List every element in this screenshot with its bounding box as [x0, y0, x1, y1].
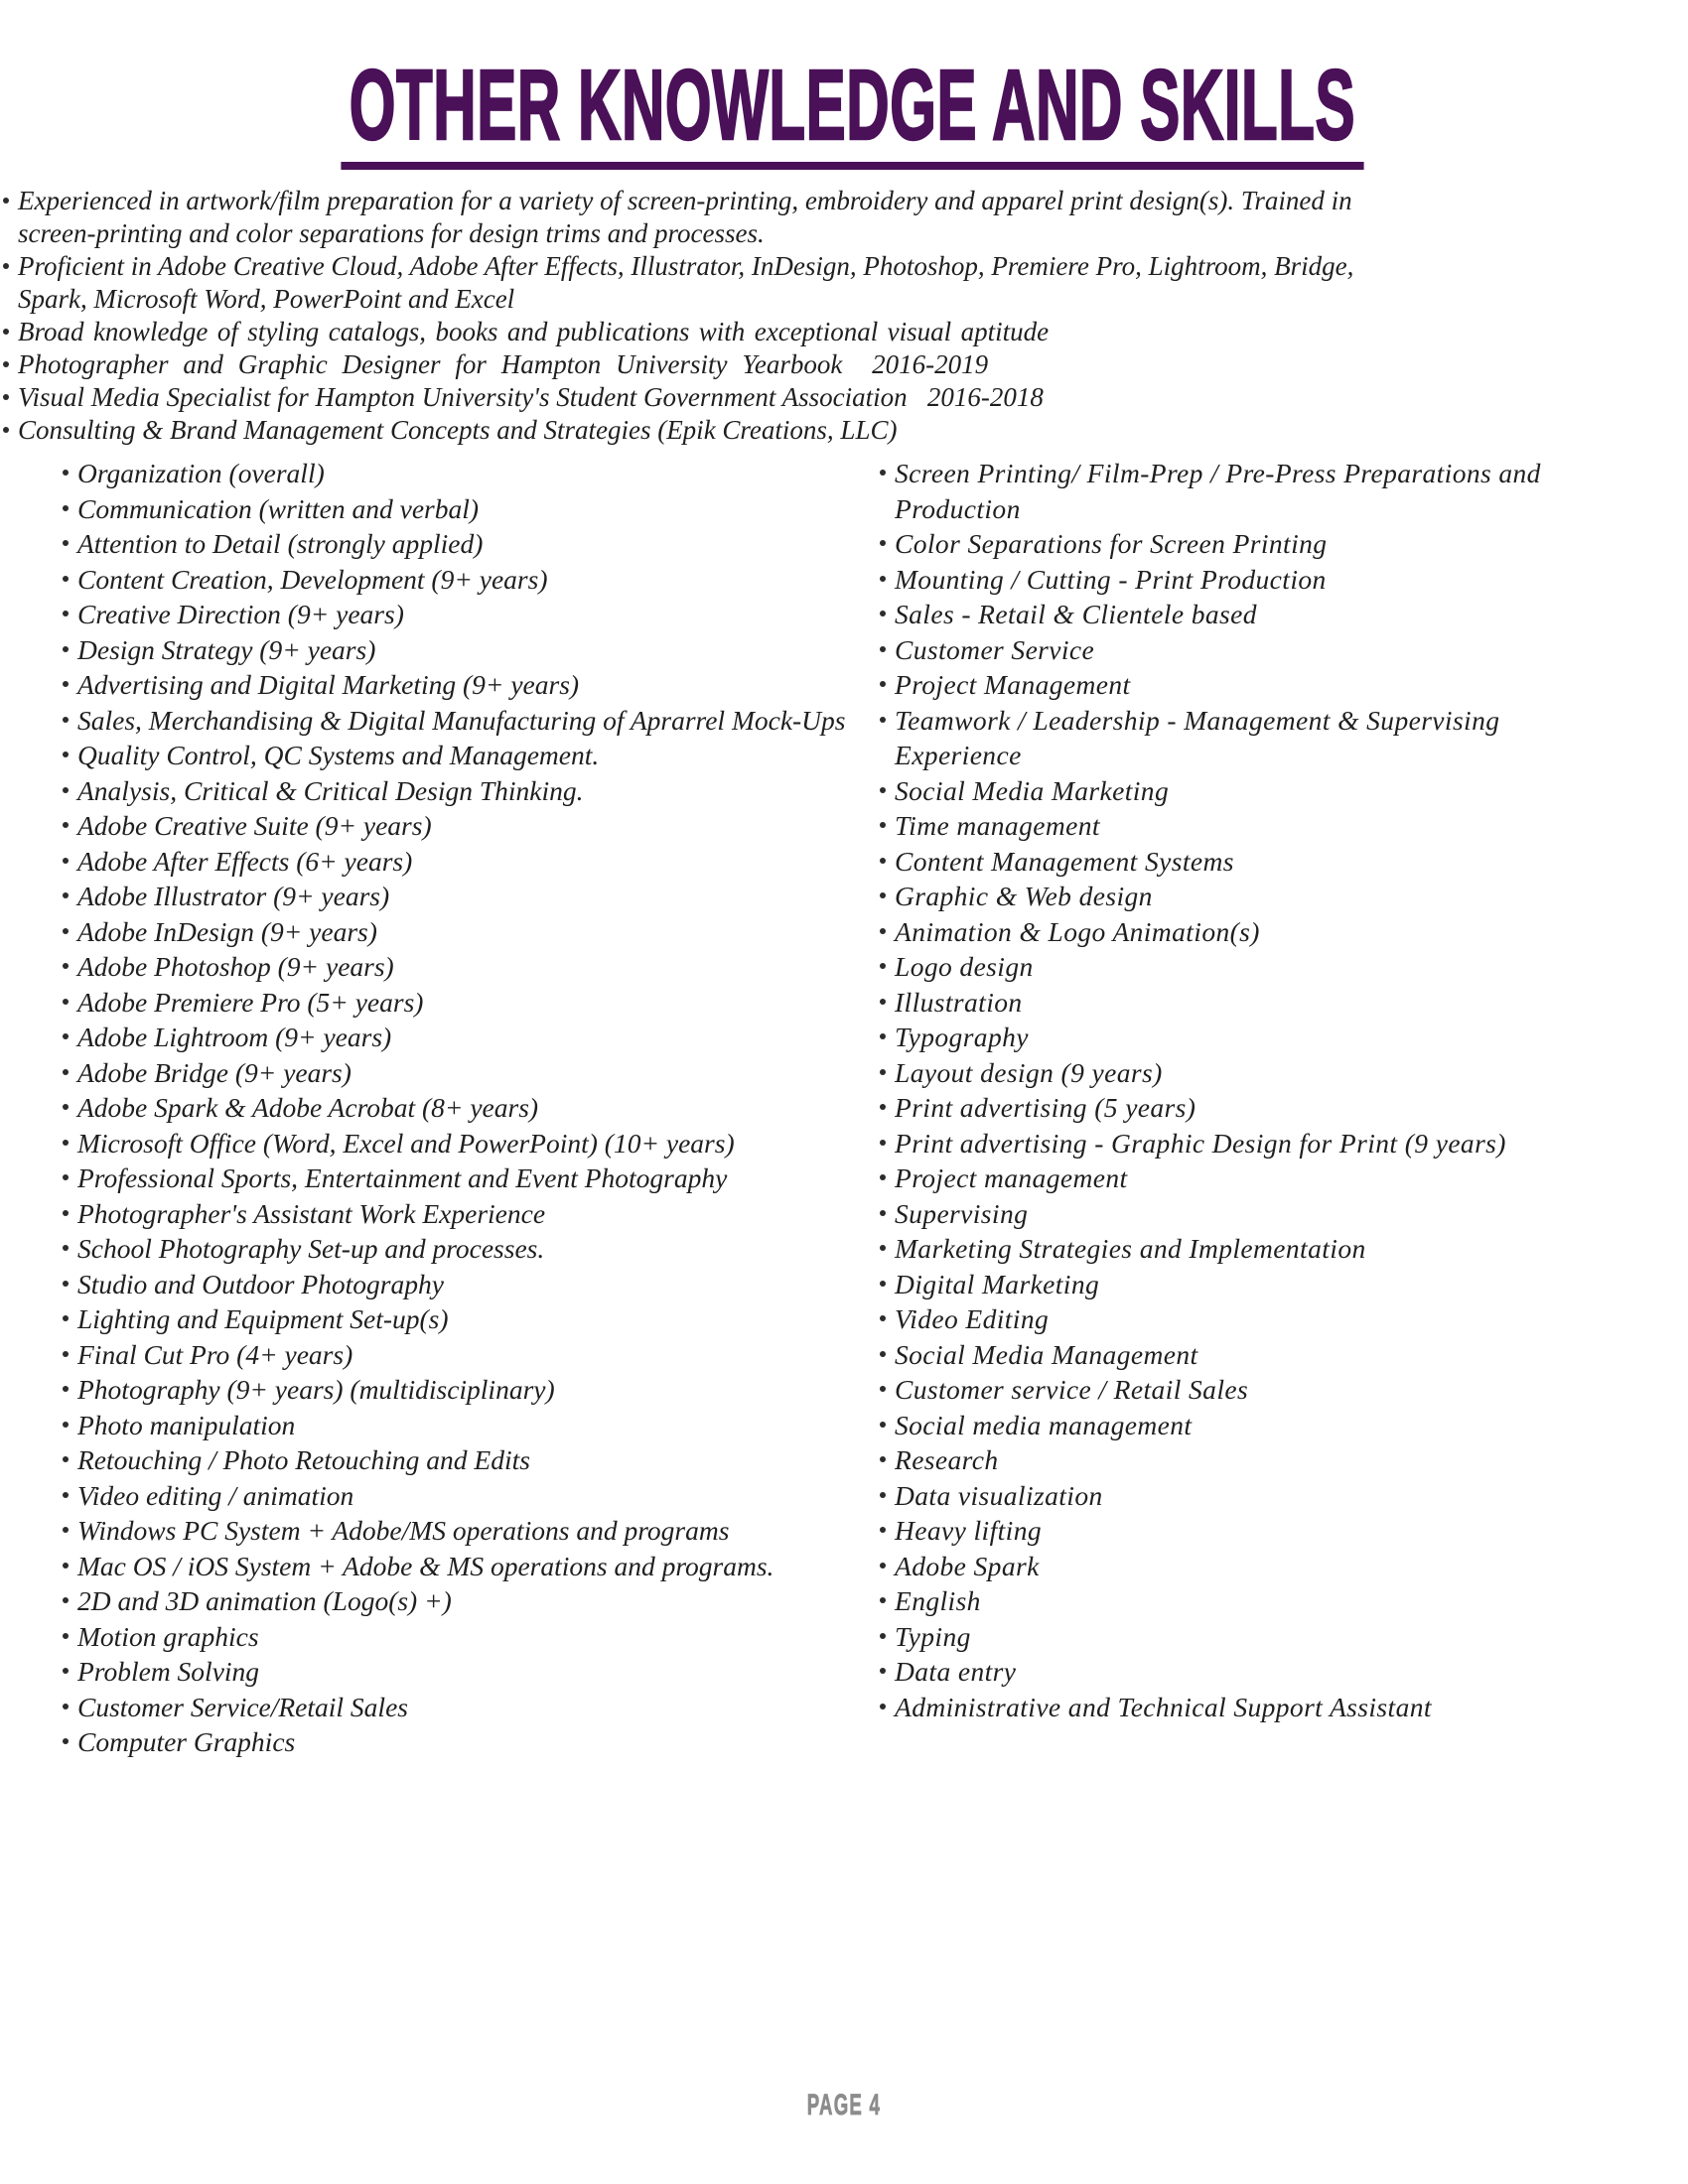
bullet-icon: [880, 1033, 886, 1039]
list-item-text: Problem Solving: [77, 1656, 260, 1687]
list-item: [877, 703, 1562, 773]
list-item-text: Retouching / Photo Retouching and Edits: [77, 1444, 530, 1475]
list-item-text: Color Separations for Screen Printing: [895, 528, 1328, 559]
list-item: [60, 773, 877, 809]
bullet-icon: [880, 1174, 886, 1180]
bullet-icon: [880, 681, 886, 687]
list-item-text: Teamwork / Leadership - Management & Supervising Experience: [895, 704, 1500, 770]
list-item: [877, 1442, 1562, 1478]
list-item: [60, 1337, 877, 1373]
list-item-text: Project Management: [895, 669, 1131, 700]
bullet-icon: [880, 1563, 886, 1569]
list-item: [877, 1020, 1562, 1055]
bullet-icon: [880, 540, 886, 546]
list-item-text: Mac OS / iOS System + Adobe & MS operations and programs.: [77, 1550, 774, 1581]
list-item: [877, 1160, 1562, 1196]
list-item-text: Visual Media Specialist for Hampton University's Student Government Association 2016-2018: [18, 382, 1044, 412]
list-item-text: Windows PC System + Adobe/MS operations and programs: [77, 1515, 730, 1546]
list-item-text: Print advertising (5 years): [895, 1092, 1196, 1123]
page-footer: [0, 2091, 1688, 2120]
list-item-text: Advertising and Digital Marketing (9+ years): [77, 669, 580, 700]
bullet-icon: [880, 1140, 886, 1146]
bullet-icon: [880, 646, 886, 652]
page-title: OTHER KNOWLEDGE AND SKILLS: [341, 56, 1363, 170]
bullet-icon: [880, 892, 886, 898]
bullet-icon: [880, 1315, 886, 1321]
intro-list: [0, 185, 1398, 447]
list-item-text: Video editing / animation: [77, 1479, 354, 1511]
title-section: [0, 0, 1688, 185]
bullet-icon: [880, 1281, 886, 1287]
list-item-text: Adobe Premiere Pro (5+ years): [77, 986, 424, 1018]
list-item: [0, 348, 1398, 381]
list-item-text: Design Strategy (9+ years): [77, 633, 376, 665]
list-item: [0, 381, 1398, 414]
list-item: [0, 316, 1398, 348]
bullet-icon: [63, 1104, 69, 1110]
list-item: [60, 844, 877, 880]
bullet-icon: [3, 394, 9, 400]
list-item: [877, 1267, 1562, 1302]
list-item: [60, 667, 877, 703]
skills-right-column: [877, 456, 1562, 1760]
list-item-text: Adobe Lightroom (9+ years): [77, 1022, 392, 1052]
list-item: [877, 1654, 1562, 1690]
bullet-icon: [880, 1351, 886, 1357]
bullet-icon: [63, 1422, 69, 1428]
list-item: [877, 949, 1562, 985]
bullet-icon: [880, 1210, 886, 1216]
list-item: [60, 1619, 877, 1655]
bullet-icon: [3, 361, 9, 367]
list-item-text: Photographer and Graphic Designer for Hampton University Yearbook 2016-2019: [18, 349, 989, 379]
list-item: [877, 1055, 1562, 1091]
list-item-text: Graphic & Web design: [895, 881, 1153, 911]
list-item-text: Illustration: [895, 986, 1023, 1018]
bullet-icon: [880, 928, 886, 934]
list-item-text: Print advertising - Graphic Design for Print (9 years): [895, 1127, 1506, 1159]
bullet-icon: [63, 1351, 69, 1357]
list-item-text: Customer Service/Retail Sales: [77, 1691, 408, 1722]
list-item: [877, 1619, 1562, 1655]
list-item-text: Attention to Detail (strongly applied): [77, 528, 484, 559]
bullet-icon: [63, 1704, 69, 1709]
bullet-icon: [63, 1174, 69, 1180]
bullet-icon: [880, 1422, 886, 1428]
bullet-icon: [63, 505, 69, 511]
list-item: [60, 1196, 877, 1232]
list-item: [60, 526, 877, 562]
list-item-text: Customer service / Retail Sales: [895, 1374, 1249, 1405]
list-item: [60, 879, 877, 914]
list-item: [60, 1408, 877, 1443]
list-item-text: Proficient in Adobe Creative Cloud, Adobe After Effects, Illustrator, InDesign, Photoshop, Premiere Pro, Lightroom, Bridge, Spark, Microsoft Word, PowerPoint and Excel: [18, 251, 1361, 314]
list-item: [877, 1372, 1562, 1408]
list-item-text: Project management: [895, 1162, 1128, 1193]
bullet-icon: [63, 1456, 69, 1462]
list-item-text: Adobe Spark & Adobe Acrobat (8+ years): [77, 1092, 539, 1123]
bullet-icon: [63, 1668, 69, 1674]
list-item-text: Lighting and Equipment Set-up(s): [77, 1303, 449, 1334]
bullet-icon: [880, 1245, 886, 1251]
list-item-text: Quality Control, QC Systems and Management.: [77, 740, 600, 770]
list-item: [877, 1090, 1562, 1126]
list-item-text: School Photography Set-up and processes.: [77, 1233, 545, 1264]
list-item-text: Screen Printing/ Film-Prep / Pre-Press Preparations and Production: [895, 458, 1541, 524]
list-item-text: Marketing Strategies and Implementation: [895, 1233, 1366, 1264]
page-number: PAGE 4: [806, 2089, 882, 2121]
list-item: [60, 1549, 877, 1584]
bullet-icon: [63, 928, 69, 934]
bullet-icon: [880, 1668, 886, 1674]
bullet-icon: [63, 1315, 69, 1321]
bullet-icon: [63, 858, 69, 864]
list-item-text: Adobe Spark: [895, 1550, 1040, 1581]
list-item: [877, 1337, 1562, 1373]
list-item-text: Video Editing: [895, 1303, 1050, 1334]
list-item: [60, 985, 877, 1021]
list-item-text: Creative Direction (9+ years): [77, 599, 404, 629]
list-item: [60, 1055, 877, 1091]
list-item-text: Sales - Retail & Clientele based: [895, 599, 1257, 629]
bullet-icon: [3, 329, 9, 335]
list-item: [60, 703, 877, 739]
list-item: [877, 879, 1562, 914]
list-item: [877, 667, 1562, 703]
bullet-icon: [880, 787, 886, 793]
bullet-icon: [63, 540, 69, 546]
list-item-text: Final Cut Pro (4+ years): [77, 1338, 353, 1370]
bullet-icon: [63, 1386, 69, 1392]
bullet-icon: [63, 787, 69, 793]
bullet-icon: [880, 1597, 886, 1603]
list-item-text: Sales, Merchandising & Digital Manufacturing of Aprarrel Mock-Ups: [77, 704, 846, 736]
bullet-icon: [63, 1281, 69, 1287]
list-item: [877, 1196, 1562, 1232]
list-item-text: Digital Marketing: [895, 1268, 1100, 1299]
list-item: [877, 1408, 1562, 1443]
list-item-text: Social media management: [895, 1409, 1193, 1440]
list-item: [877, 1549, 1562, 1584]
bullet-icon: [63, 1492, 69, 1498]
list-item-text: Adobe Creative Suite (9+ years): [77, 810, 432, 841]
list-item-text: Typography: [895, 1022, 1029, 1052]
list-item: [60, 808, 877, 844]
list-item-text: Social Media Management: [895, 1338, 1198, 1370]
bullet-icon: [63, 1597, 69, 1603]
list-item: [60, 949, 877, 985]
bullet-icon: [63, 1738, 69, 1744]
list-item-text: Content Management Systems: [895, 845, 1234, 877]
bullet-icon: [63, 576, 69, 582]
list-item-text: Analysis, Critical & Critical Design Thinking.: [77, 774, 584, 806]
list-item: [60, 1690, 877, 1725]
list-item-text: Consulting & Brand Management Concepts and Strategies (Epik Creations, LLC): [18, 415, 898, 445]
list-item-text: Photography (9+ years) (multidisciplinary): [77, 1374, 555, 1405]
list-item: [877, 985, 1562, 1021]
bullet-icon: [63, 1527, 69, 1533]
list-item-text: Organization (overall): [77, 458, 325, 488]
list-item-text: Communication (written and verbal): [77, 492, 480, 524]
list-item: [60, 1654, 877, 1690]
list-item-text: Professional Sports, Entertainment and Event Photography: [77, 1162, 728, 1193]
list-item-text: Layout design (9 years): [895, 1056, 1163, 1088]
list-item: [877, 1583, 1562, 1619]
bullet-icon: [880, 1633, 886, 1639]
bullet-icon: [880, 717, 886, 723]
bullet-icon: [880, 1704, 886, 1709]
bullet-icon: [880, 1386, 886, 1392]
bullet-icon: [63, 892, 69, 898]
list-item: [877, 1126, 1562, 1161]
bullet-icon: [880, 611, 886, 616]
list-item: [877, 844, 1562, 880]
bullet-icon: [880, 999, 886, 1005]
list-item-text: Data entry: [895, 1656, 1017, 1687]
list-item-text: 2D and 3D animation (Logo(s) +): [77, 1585, 452, 1616]
list-item-text: Broad knowledge of styling catalogs, books and publications with exceptional visual aptitude: [18, 317, 1050, 346]
list-item: [60, 1724, 877, 1760]
bullet-icon: [63, 822, 69, 828]
list-item: [877, 562, 1562, 598]
bullet-icon: [63, 611, 69, 616]
list-item: [0, 414, 1398, 447]
list-item: [60, 1583, 877, 1619]
list-item-text: Data visualization: [895, 1479, 1103, 1511]
list-item: [60, 1126, 877, 1161]
list-item: [60, 1160, 877, 1196]
list-item-text: Adobe Illustrator (9+ years): [77, 881, 390, 911]
bullet-icon: [63, 1033, 69, 1039]
list-item: [877, 526, 1562, 562]
list-item: [60, 914, 877, 950]
list-item: [60, 456, 877, 491]
list-item: [877, 456, 1562, 526]
list-item: [60, 1513, 877, 1549]
list-item: [877, 632, 1562, 668]
list-item-text: Photo manipulation: [77, 1409, 296, 1440]
list-item: [60, 491, 877, 527]
list-item: [877, 1231, 1562, 1267]
bullet-icon: [63, 1140, 69, 1146]
bullet-icon: [880, 963, 886, 969]
list-item-text: Experienced in artwork/film preparation for a variety of screen-printing, embroidery and apparel print design(s). Trained in screen-printing and color separations for design trims and processes.: [18, 186, 1359, 248]
list-item: [60, 1020, 877, 1055]
bullet-icon: [63, 1245, 69, 1251]
list-item-text: Computer Graphics: [77, 1726, 296, 1757]
list-item: [60, 1267, 877, 1302]
list-item-text: Microsoft Office (Word, Excel and PowerPoint) (10+ years): [77, 1127, 735, 1159]
bullet-icon: [63, 999, 69, 1005]
bullet-icon: [880, 576, 886, 582]
list-item-text: Heavy lifting: [895, 1515, 1043, 1546]
list-item-text: Animation & Logo Animation(s): [895, 915, 1260, 947]
list-item: [877, 1513, 1562, 1549]
list-item: [60, 562, 877, 598]
bullet-icon: [63, 1210, 69, 1216]
bullet-icon: [880, 822, 886, 828]
list-item: [877, 1478, 1562, 1514]
list-item: [877, 914, 1562, 950]
bullet-icon: [3, 427, 9, 433]
list-item: [877, 773, 1562, 809]
list-item-text: Adobe Photoshop (9+ years): [77, 951, 394, 982]
list-item: [60, 738, 877, 773]
list-item-text: Studio and Outdoor Photography: [77, 1268, 444, 1299]
list-item: [60, 1301, 877, 1337]
list-item-text: Photographer's Assistant Work Experience: [77, 1197, 546, 1229]
list-item-text: Motion graphics: [77, 1620, 259, 1652]
list-item: [877, 1690, 1562, 1725]
list-item-text: Administrative and Technical Support Assistant: [895, 1691, 1432, 1722]
list-item: [877, 1301, 1562, 1337]
bullet-icon: [3, 263, 9, 269]
list-item: [60, 597, 877, 632]
bullet-icon: [63, 963, 69, 969]
list-item-text: English: [895, 1585, 981, 1616]
bullet-icon: [880, 1104, 886, 1110]
list-item: [60, 1442, 877, 1478]
bullet-icon: [880, 1527, 886, 1533]
bullet-icon: [880, 858, 886, 864]
list-item: [60, 1090, 877, 1126]
list-item-text: Content Creation, Development (9+ years): [77, 563, 548, 595]
list-item-text: Mounting / Cutting - Print Production: [895, 563, 1327, 595]
list-item: [60, 1478, 877, 1514]
bullet-icon: [63, 646, 69, 652]
list-item-text: Adobe Bridge (9+ years): [77, 1056, 352, 1088]
list-item-text: Typing: [895, 1620, 971, 1652]
list-item-text: Research: [895, 1444, 999, 1475]
list-item-text: Logo design: [895, 951, 1034, 982]
list-item: [60, 1231, 877, 1267]
list-item-text: Adobe InDesign (9+ years): [77, 915, 377, 947]
list-item: [60, 1372, 877, 1408]
bullet-icon: [880, 1456, 886, 1462]
list-item: [877, 808, 1562, 844]
bullet-icon: [63, 681, 69, 687]
list-item-text: Supervising: [895, 1197, 1029, 1229]
list-item-text: Social Media Marketing: [895, 774, 1170, 806]
bullet-icon: [880, 470, 886, 476]
list-item-text: Adobe After Effects (6+ years): [77, 845, 413, 877]
bullet-icon: [63, 470, 69, 476]
bullet-icon: [63, 751, 69, 757]
bullet-icon: [3, 198, 9, 204]
bullet-icon: [63, 1563, 69, 1569]
bullet-icon: [880, 1492, 886, 1498]
list-item: [60, 632, 877, 668]
list-item: [877, 597, 1562, 632]
list-item-text: Time management: [895, 810, 1100, 841]
skills-columns: [60, 456, 1688, 1760]
bullet-icon: [880, 1069, 886, 1075]
list-item: [0, 250, 1398, 316]
bullet-icon: [63, 717, 69, 723]
list-item: [0, 185, 1398, 250]
bullet-icon: [63, 1633, 69, 1639]
list-item-text: Customer Service: [895, 633, 1095, 665]
skills-left-column: [60, 456, 877, 1760]
bullet-icon: [63, 1069, 69, 1075]
